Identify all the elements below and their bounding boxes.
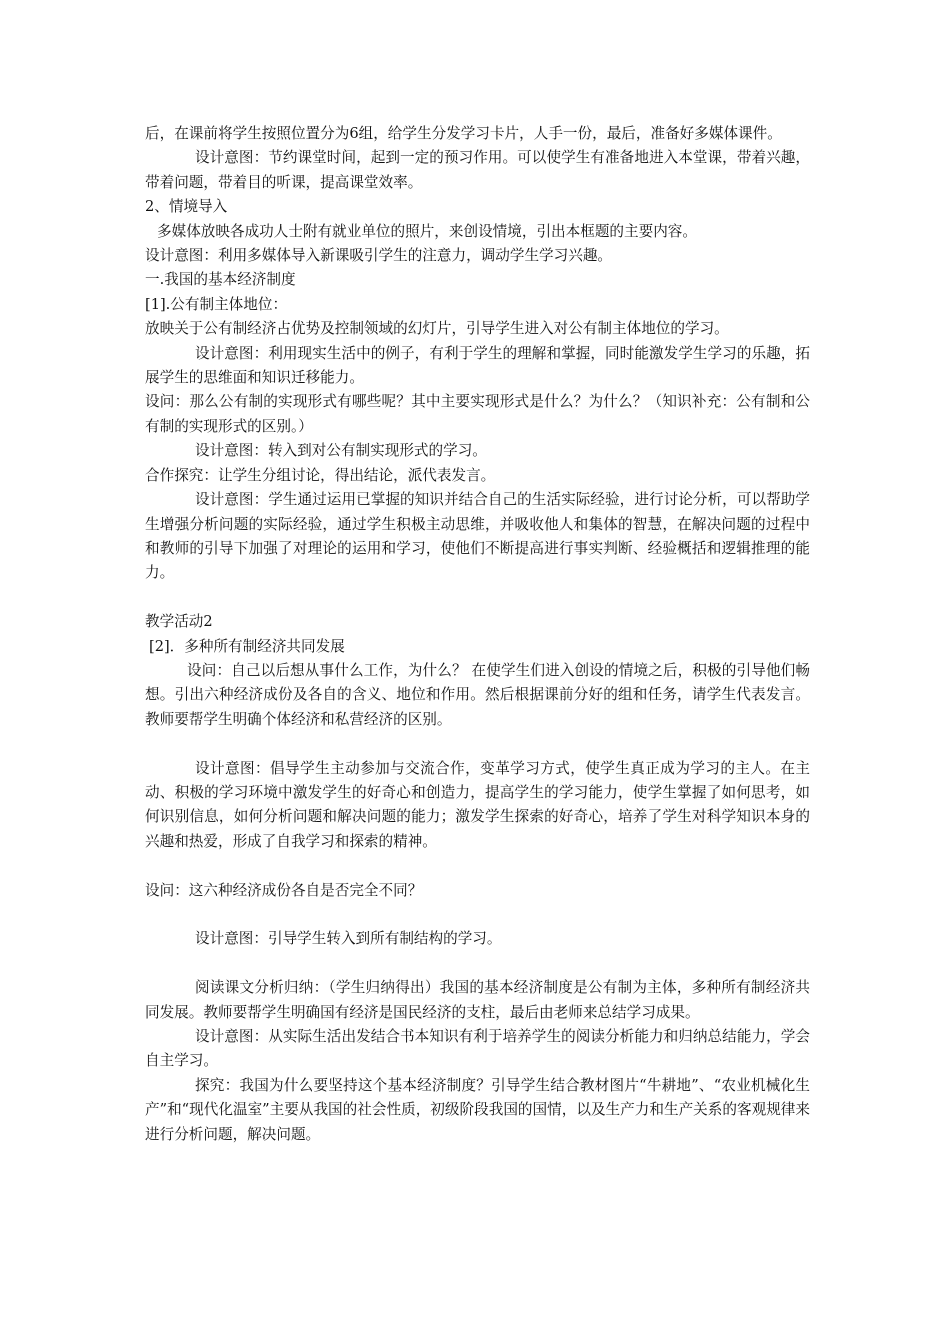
- paragraph-reading-analysis: 阅读课文分析归纳：（学生归纳得出）我国的基本经济制度是公有制为主体，多种所有制经济共同发展。教师要帮学生明确国有经济是国民经济的支柱，最后由老师来总结学习成果。: [145, 979, 810, 1021]
- paragraph-design-intent-4: 设计意图：转入到对公有制实现形式的学习。: [195, 442, 487, 460]
- paragraph-multimedia-photos: 多媒体放映各成功人士附有就业单位的照片，来创设情境，引出本框题的主要内容。: [157, 222, 697, 240]
- paragraph-design-intent-3: 设计意图：利用现实生活中的例子，有利于学生的理解和掌握，同时能激发学生学习的乐趣，拓展学生的思维面和知识迁移能力。: [145, 344, 810, 387]
- paragraph-question-2: 设问：自己以后想从事什么工作，为什么？ 在使学生们进入创设的情境之后，积极的引导他们畅想。引出六种经济成份及各自的含义、地位和作用。然后根据课前分好的组和任务，请学生代表发言。教师要帮学生明确个体经济和私营经济的区别。: [145, 661, 810, 728]
- paragraph-inquiry: 探究：我国为什么要坚持这个基本经济制度？引导学生结合教材图片“牛耕地”、“农业机械化生产”和“现代化温室”主要从我国的社会性质，初级阶段我国的国情，以及生产力和生产关系的客观规律来进行分析问题，解决问题。: [145, 1076, 810, 1143]
- heading-basic-economic-system: 一.我国的基本经济制度: [145, 271, 296, 289]
- paragraph-preparation: 后，在课前将学生按照位置分为6组，给学生分发学习卡片，人手一份，最后，准备好多媒体课件。: [145, 125, 782, 142]
- paragraph-slides: 放映关于公有制经济占优势及控制领域的幻灯片，引导学生进入对公有制主体地位的学习。: [145, 320, 729, 338]
- paragraph-cooperative-inquiry: 合作探究：让学生分组讨论，得出结论，派代表发言。: [145, 466, 496, 484]
- blank-line: [145, 732, 810, 756]
- paragraph-design-intent-6: 设计意图：倡导学生主动参加与交流合作，变革学习方式，使学生真正成为学习的主人。在主动、积极的学习环境中激发学生的好奇心和创造力，提高学生的学习能力，使学生掌握了如何思考，如何识别信息，如何分析问题和解决问题的能力；激发学生探索的好奇心，培养了学生对科学知识本身的兴趣和热爱，形成了自我学习和探索的精神。: [145, 759, 810, 850]
- heading-situation-intro: 2、情境导入: [145, 198, 228, 216]
- heading-teaching-activity-2: 教学活动2: [145, 613, 213, 631]
- paragraph-design-intent-5: 设计意图：学生通过运用已掌握的知识并结合自己的生活实际经验，进行讨论分析，可以帮助学生增强分析问题的实际经验，通过学生积极主动思维，并吸收他人和集体的智慧，在解决问题的过程中和教师的引导下加强了对理论的运用和学习，使他们不断提高进行事实判断、经验概括和逻辑推理的能力。: [145, 491, 810, 582]
- document-page: [145, 122, 810, 1147]
- paragraph-design-intent-2: 设计意图：利用多媒体导入新课吸引学生的注意力，调动学生学习兴趣。: [145, 247, 613, 265]
- paragraph-design-intent-7: 设计意图：引导学生转入到所有制结构的学习。: [195, 930, 502, 948]
- blank-line: [145, 903, 810, 927]
- heading-multiple-ownership: [2]．多种所有制经济共同发展: [149, 637, 345, 655]
- heading-public-ownership: [1].公有制主体地位：: [145, 295, 288, 313]
- blank-line: [145, 586, 810, 610]
- paragraph-question-1: 设问：那么公有制的实现形式有哪些呢？其中主要实现形式是什么？为什么？（知识补充：公有制和公有制的实现形式的区别。）: [145, 393, 810, 435]
- blank-line: [145, 952, 810, 976]
- paragraph-design-intent-1: 设计意图：节约课堂时间，起到一定的预习作用。可以使学生有准备地进入本堂课，带着兴趣，带着问题，带着目的听课，提高课堂效率。: [145, 149, 810, 191]
- paragraph-question-3: 设问：这六种经济成份各自是否完全不同？: [145, 881, 423, 899]
- paragraph-design-intent-8: 设计意图：从实际生活出发结合书本知识有利于培养学生的阅读分析能力和归纳总结能力，学会自主学习。: [145, 1027, 810, 1070]
- blank-line: [145, 854, 810, 878]
